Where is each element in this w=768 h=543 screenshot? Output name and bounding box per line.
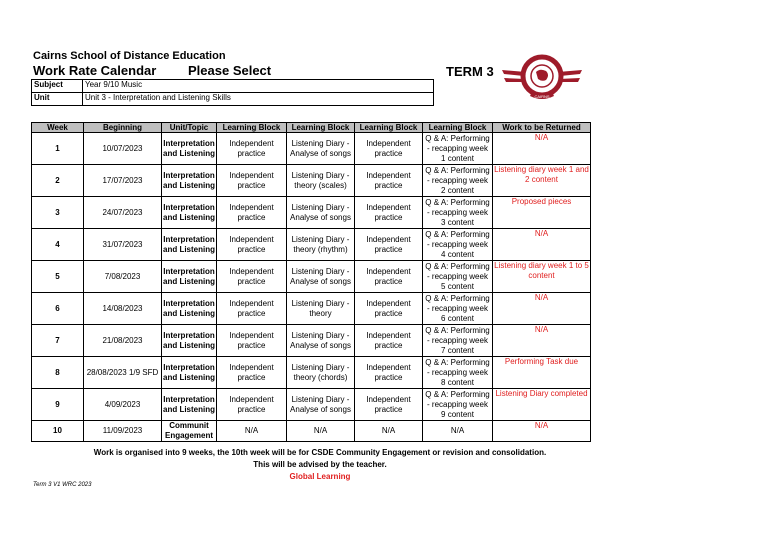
cell-lb4: Q & A: Performing - recapping week 1 content	[423, 133, 493, 165]
column-header: Unit/Topic	[162, 123, 217, 133]
cell-ret: N/A	[493, 293, 591, 325]
cell-beginning: 7/08/2023	[84, 261, 162, 293]
cell-topic: Interpretation and Listening	[162, 229, 217, 261]
school-logo	[500, 52, 584, 104]
cell-beginning: 10/07/2023	[84, 133, 162, 165]
cell-week: 9	[32, 389, 84, 421]
cell-topic: Communit Engagement	[162, 421, 217, 442]
table-row	[32, 421, 591, 442]
cell-lb2: Listening Diary - Analyse of songs	[287, 197, 355, 229]
table-row	[32, 261, 591, 293]
cell-week: 10	[32, 421, 84, 442]
cell-beginning: 17/07/2023	[84, 165, 162, 197]
cell-topic: Interpretation and Listening	[162, 133, 217, 165]
cell-lb1: Independent practice	[217, 293, 287, 325]
cell-lb1: N/A	[217, 421, 287, 442]
footer-note: Work is organised into 9 weeks, the 10th week will be for CSDE Community Engagement or revision and consolidation.	[93, 448, 547, 457]
logo-text: CAIRNS	[534, 94, 550, 99]
cell-ret: N/A	[493, 133, 591, 165]
cell-lb4: Q & A: Performing - recapping week 9 content	[423, 389, 493, 421]
cell-lb1: Independent practice	[217, 357, 287, 389]
cell-ret: Listening Diary completed	[493, 389, 591, 421]
table-row	[32, 197, 591, 229]
school-name: Cairns School of Distance Education	[33, 50, 226, 62]
column-header: Beginning	[84, 123, 162, 133]
please-select-dropdown[interactable]: Please Select	[188, 63, 272, 78]
cell-week: 8	[32, 357, 84, 389]
cell-lb2: Listening Diary - Analyse of songs	[287, 261, 355, 293]
cell-lb4: Q & A: Performing - recapping week 2 content	[423, 165, 493, 197]
cell-week: 7	[32, 325, 84, 357]
cell-ret: N/A	[493, 325, 591, 357]
cell-week: 2	[32, 165, 84, 197]
unit-label: Unit	[32, 93, 83, 106]
cell-lb3: Independent practice	[355, 325, 423, 357]
cell-beginning: 4/09/2023	[84, 389, 162, 421]
cell-beginning: 24/07/2023	[84, 197, 162, 229]
cell-lb3: Independent practice	[355, 261, 423, 293]
column-header: Work to be Returned	[493, 123, 591, 133]
cell-lb2: Listening Diary - Analyse of songs	[287, 389, 355, 421]
global-learning-label: Global Learning	[289, 472, 351, 481]
cell-ret: N/A	[493, 229, 591, 261]
cell-lb2: Listening Diary - Analyse of songs	[287, 325, 355, 357]
subject-info-table	[31, 79, 434, 106]
cell-lb4: Q & A: Performing - recapping week 5 content	[423, 261, 493, 293]
cell-topic: Interpretation and Listening	[162, 357, 217, 389]
cell-week: 4	[32, 229, 84, 261]
cell-lb3: Independent practice	[355, 197, 423, 229]
subject-value: Year 9/10 Music	[83, 80, 434, 93]
cell-week: 5	[32, 261, 84, 293]
table-row	[32, 293, 591, 325]
column-header: Learning Block	[287, 123, 355, 133]
cell-lb3: Independent practice	[355, 165, 423, 197]
cell-lb1: Independent practice	[217, 197, 287, 229]
cell-lb3: Independent practice	[355, 229, 423, 261]
cell-beginning: 14/08/2023	[84, 293, 162, 325]
table-row	[32, 325, 591, 357]
calendar-table	[31, 122, 591, 442]
cell-lb3: Independent practice	[355, 389, 423, 421]
column-header: Learning Block	[423, 123, 493, 133]
table-row	[32, 165, 591, 197]
table-row	[32, 229, 591, 261]
cell-lb2: Listening Diary - theory	[287, 293, 355, 325]
cell-lb2: Listening Diary - theory (scales)	[287, 165, 355, 197]
cell-lb4: Q & A: Performing - recapping week 7 content	[423, 325, 493, 357]
cell-beginning: 21/08/2023	[84, 325, 162, 357]
unit-value: Unit 3 - Interpretation and Listening Skills	[83, 93, 434, 106]
cell-lb3: Independent practice	[355, 133, 423, 165]
cell-lb3: Independent practice	[355, 357, 423, 389]
cell-beginning: 28/08/2023 1/9 SFD	[84, 357, 162, 389]
cell-topic: Interpretation and Listening	[162, 293, 217, 325]
cell-topic: Interpretation and Listening	[162, 261, 217, 293]
cell-lb4: Q & A: Performing - recapping week 8 content	[423, 357, 493, 389]
cell-lb4: Q & A: Performing - recapping week 3 content	[423, 197, 493, 229]
cell-week: 1	[32, 133, 84, 165]
cell-ret: Listening diary week 1 to 5 content	[493, 261, 591, 293]
table-row	[32, 357, 591, 389]
cell-lb2: Listening Diary - Analyse of songs	[287, 133, 355, 165]
term-label: TERM 3	[446, 64, 494, 79]
column-header: Learning Block	[217, 123, 287, 133]
cell-lb2: Listening Diary - theory (chords)	[287, 357, 355, 389]
cell-ret: Proposed pieces	[493, 197, 591, 229]
column-header: Learning Block	[355, 123, 423, 133]
cell-week: 6	[32, 293, 84, 325]
cell-ret: Performing Task due	[493, 357, 591, 389]
cell-lb1: Independent practice	[217, 325, 287, 357]
cell-topic: Interpretation and Listening	[162, 165, 217, 197]
cell-beginning: 11/09/2023	[84, 421, 162, 442]
cell-ret: N/A	[493, 421, 591, 442]
cell-lb4: N/A	[423, 421, 493, 442]
cell-topic: Interpretation and Listening	[162, 197, 217, 229]
cell-lb1: Independent practice	[217, 261, 287, 293]
cell-ret: Listening diary week 1 and 2 content	[493, 165, 591, 197]
subject-label: Subject	[32, 80, 83, 93]
cell-week: 3	[32, 197, 84, 229]
cell-lb4: Q & A: Performing - recapping week 4 content	[423, 229, 493, 261]
cell-topic: Interpretation and Listening	[162, 325, 217, 357]
column-header: Week	[32, 123, 84, 133]
cell-topic: Interpretation and Listening	[162, 389, 217, 421]
cell-lb3: Independent practice	[355, 293, 423, 325]
version-label: Term 3 V1 WRC 2023	[33, 482, 92, 488]
cell-lb1: Independent practice	[217, 133, 287, 165]
cell-lb4: Q & A: Performing - recapping week 6 content	[423, 293, 493, 325]
cell-beginning: 31/07/2023	[84, 229, 162, 261]
cell-lb2: N/A	[287, 421, 355, 442]
page-title: Work Rate Calendar	[33, 63, 157, 78]
cell-lb2: Listening Diary - theory (rhythm)	[287, 229, 355, 261]
cell-lb1: Independent practice	[217, 389, 287, 421]
table-header-row	[32, 123, 591, 133]
cell-lb3: N/A	[355, 421, 423, 442]
table-row	[32, 389, 591, 421]
cell-lb1: Independent practice	[217, 229, 287, 261]
table-row	[32, 133, 591, 165]
footer-note-2: This will be advised by the teacher.	[253, 460, 387, 469]
cell-lb1: Independent practice	[217, 165, 287, 197]
